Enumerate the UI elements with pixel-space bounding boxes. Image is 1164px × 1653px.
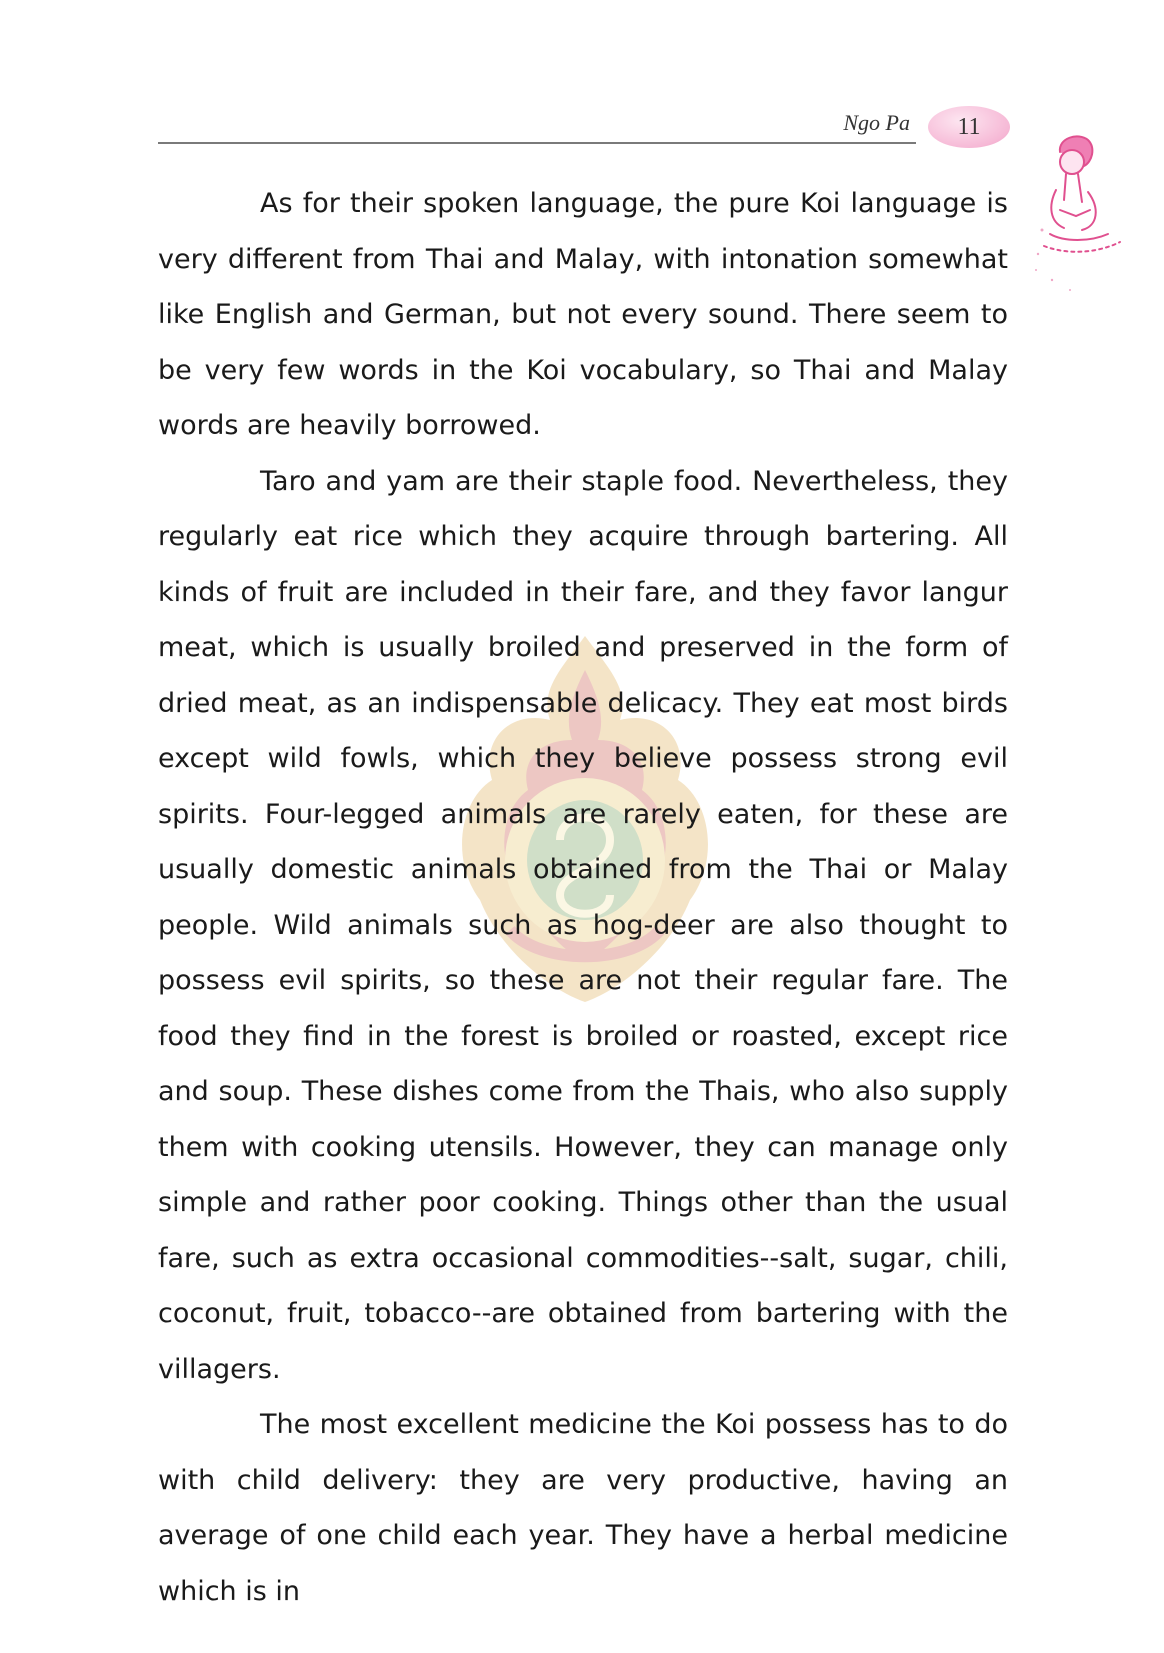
page-header bbox=[158, 100, 1010, 160]
seated-figure-illustration bbox=[1030, 130, 1130, 310]
header-rule bbox=[158, 142, 916, 144]
body-text bbox=[158, 176, 1008, 1619]
paragraph-1: As for their spoken language, the pure Koi language is very different from Thai and Malay, with intonation somewhat like English and German, but not every sound. There seem to be very few words in the Koi vocabulary, so Thai and Malay words are heavily borrowed. bbox=[158, 188, 1008, 441]
page-number: 11 bbox=[928, 106, 1010, 148]
paragraph-3: The most excellent medicine the Koi possess has to do with child delivery: they are very productive, having an average of one child each year. They have a herbal medicine which is in bbox=[158, 1409, 1008, 1607]
paragraph-2: Taro and yam are their staple food. Nevertheless, they regularly eat rice which they acquire through bartering. All kinds of fruit are included in their fare, and they favor langur meat, which is usually broiled and preserved in the form of dried meat, as an indispensable delicacy. They eat most birds except wild fowls, which they believe possess strong evil spirits. Four-legged animals are rarely eaten, for these are usually domestic animals obtained from the Thai or Malay people. Wild animals such as hog-deer are also thought to possess evil spirits, so these are not their regular fare. The food they find in the forest is broiled or roasted, except rice and soup. These dishes come from the Thais, who also supply them with cooking utensils. However, they can manage only simple and rather poor cooking. Things other than the usual fare, such as extra occasional commodities--salt, sugar, chili, coconut, fruit, tobacco--are obtained from bartering with the villagers. bbox=[158, 465, 1008, 1385]
running-head: Ngo Pa bbox=[843, 110, 910, 135]
